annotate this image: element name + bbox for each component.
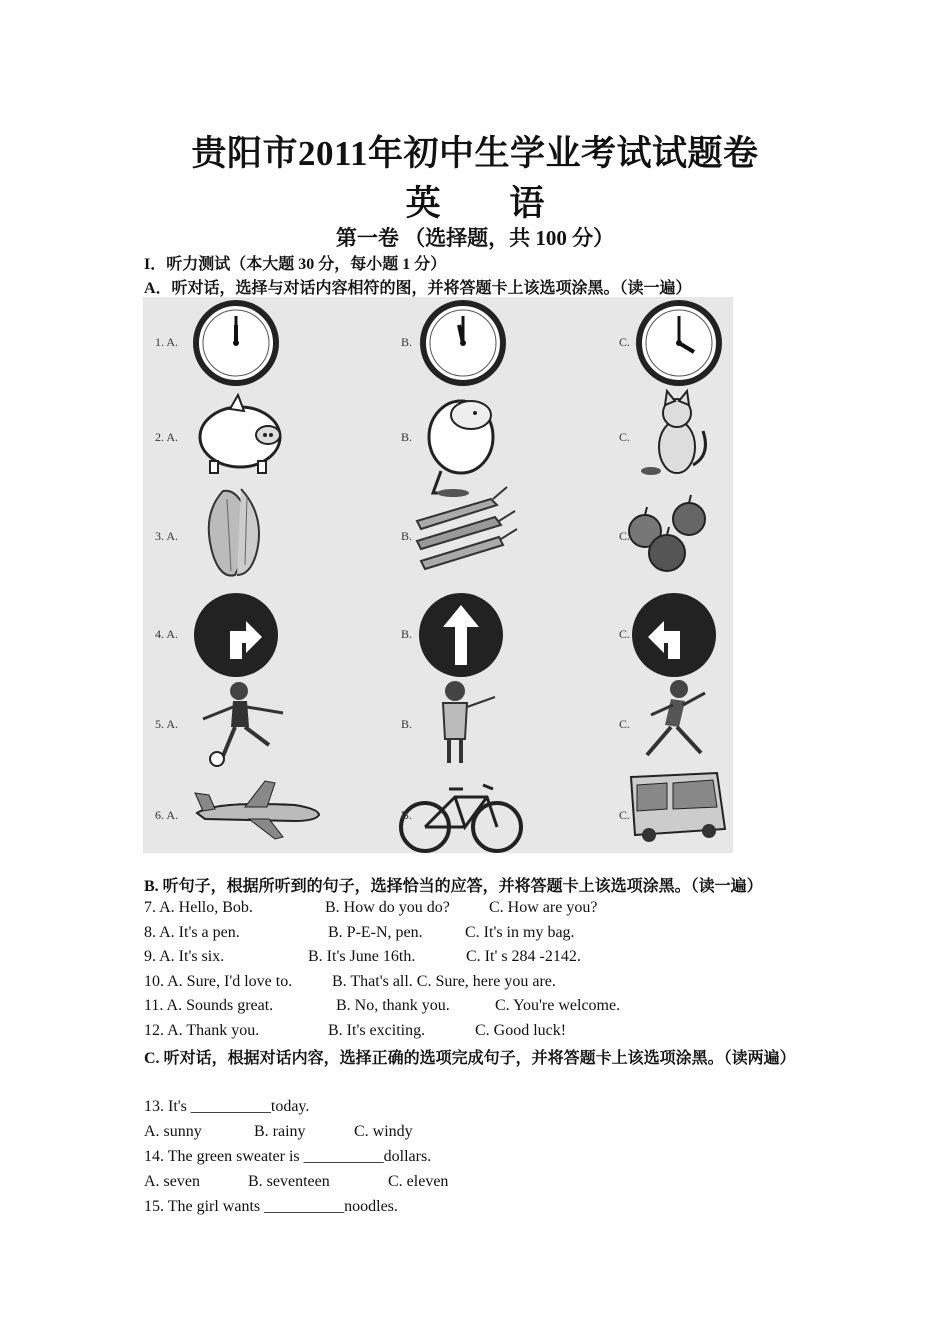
- part-c-instructions: C. 听对话，根据对话内容，选择正确的选项完成句子，并将答题卡上该选项涂黑。（读两遍）: [144, 1050, 796, 1067]
- subject-title: 英 语: [405, 184, 575, 223]
- option-c[interactable]: C. Good luck!: [475, 1022, 567, 1039]
- part-a-instructions: A．听对话，选择与对话内容相符的图，并将答题卡上该选项涂黑。（读一遍）: [144, 280, 692, 297]
- option-a[interactable]: 12. A. Thank you.: [144, 1022, 260, 1039]
- part-title: 第一卷 （选择题，共 100 分）: [335, 226, 615, 250]
- option-a[interactable]: 8. A. It's a pen.: [144, 923, 240, 941]
- option-c[interactable]: C. It's in my bag.: [465, 923, 575, 941]
- listening-picture-grid: [143, 297, 733, 853]
- option-b[interactable]: B. It's exciting.: [328, 1022, 426, 1039]
- question-13: 13. It's __________today.: [144, 1098, 310, 1115]
- question-14: 14. The green sweater is __________dollars.: [144, 1148, 432, 1165]
- part-b-instructions: B. 听句子，根据所听到的句子，选择恰当的应答，并将答题卡上该选项涂黑。（读一遍）: [144, 878, 763, 895]
- turn-left-sign-icon: [632, 593, 716, 677]
- apple-icon: [629, 495, 705, 571]
- option-b[interactable]: B. That's all. C. Sure, here you are.: [332, 972, 556, 990]
- option-c[interactable]: C. windy: [354, 1123, 413, 1140]
- figure-option-label: 3. A.: [155, 529, 179, 543]
- figure-option-label: B.: [401, 717, 413, 731]
- straight-sign-icon: [419, 593, 503, 677]
- pig-icon: [200, 395, 280, 473]
- figure-option-label: B.: [401, 808, 413, 822]
- figure-option-label: C.: [619, 627, 631, 641]
- option-b[interactable]: B. How do you do?: [325, 899, 450, 916]
- figure-option-label: C.: [619, 717, 631, 731]
- page-title: 贵阳市2011年初中生学业考试试题卷: [191, 134, 759, 173]
- option-b[interactable]: B. P-E-N, pen.: [328, 923, 423, 941]
- clock-icon: [423, 303, 503, 383]
- option-b[interactable]: B. No, thank you.: [336, 997, 450, 1015]
- option-c[interactable]: C. eleven: [388, 1173, 449, 1190]
- question-15: 15. The girl wants __________noodles.: [144, 1198, 398, 1215]
- soccer-player-icon: [203, 682, 283, 766]
- option-a[interactable]: A. sunny: [144, 1123, 202, 1140]
- figure-option-label: B.: [401, 430, 413, 444]
- option-a[interactable]: A. seven: [144, 1173, 200, 1190]
- figure-option-label: 2. A.: [155, 430, 179, 444]
- section-heading: I．听力测试（本大题 30 分，每小题 1 分）: [144, 256, 447, 273]
- cabbage-icon: [209, 489, 259, 576]
- option-c[interactable]: C. It' s 284 -2142.: [466, 948, 581, 966]
- option-a[interactable]: 11. A. Sounds great.: [144, 997, 274, 1015]
- clock-icon: [639, 303, 719, 383]
- figure-option-label: B.: [401, 529, 413, 543]
- bus-icon: [631, 773, 725, 842]
- runner-icon: [647, 680, 705, 755]
- clock-icon: [196, 303, 276, 383]
- figure-option-label: B.: [401, 627, 413, 641]
- option-a[interactable]: 10. A. Sure, I'd love to.: [144, 972, 293, 990]
- figure-option-label: 4. A.: [155, 627, 179, 641]
- turn-right-sign-icon: [194, 593, 278, 677]
- figure-option-label: C.: [619, 529, 631, 543]
- figure-option-label: C.: [619, 335, 631, 349]
- figure-option-label: 5. A.: [155, 717, 179, 731]
- option-a[interactable]: 7. A. Hello, Bob.: [144, 899, 253, 916]
- bicycle-icon: [401, 785, 521, 851]
- option-c[interactable]: C. How are you?: [489, 899, 598, 916]
- airplane-icon: [195, 781, 319, 839]
- option-c[interactable]: C. You're welcome.: [495, 997, 621, 1015]
- figure-option-label: 6. A.: [155, 808, 179, 822]
- option-b[interactable]: B. It's June 16th.: [308, 948, 416, 966]
- figure-option-label: C.: [619, 808, 631, 822]
- carrot-icon: [417, 487, 517, 569]
- figure-option-label: 1. A.: [155, 335, 179, 349]
- figure-option-label: C.: [619, 430, 631, 444]
- option-a[interactable]: 9. A. It's six.: [144, 948, 225, 966]
- cat-icon: [641, 391, 705, 475]
- golfer-icon: [443, 681, 495, 763]
- figure-option-label: B.: [401, 335, 413, 349]
- option-b[interactable]: B. seventeen: [248, 1173, 330, 1190]
- option-b[interactable]: B. rainy: [254, 1123, 306, 1140]
- dog-icon: [429, 401, 493, 497]
